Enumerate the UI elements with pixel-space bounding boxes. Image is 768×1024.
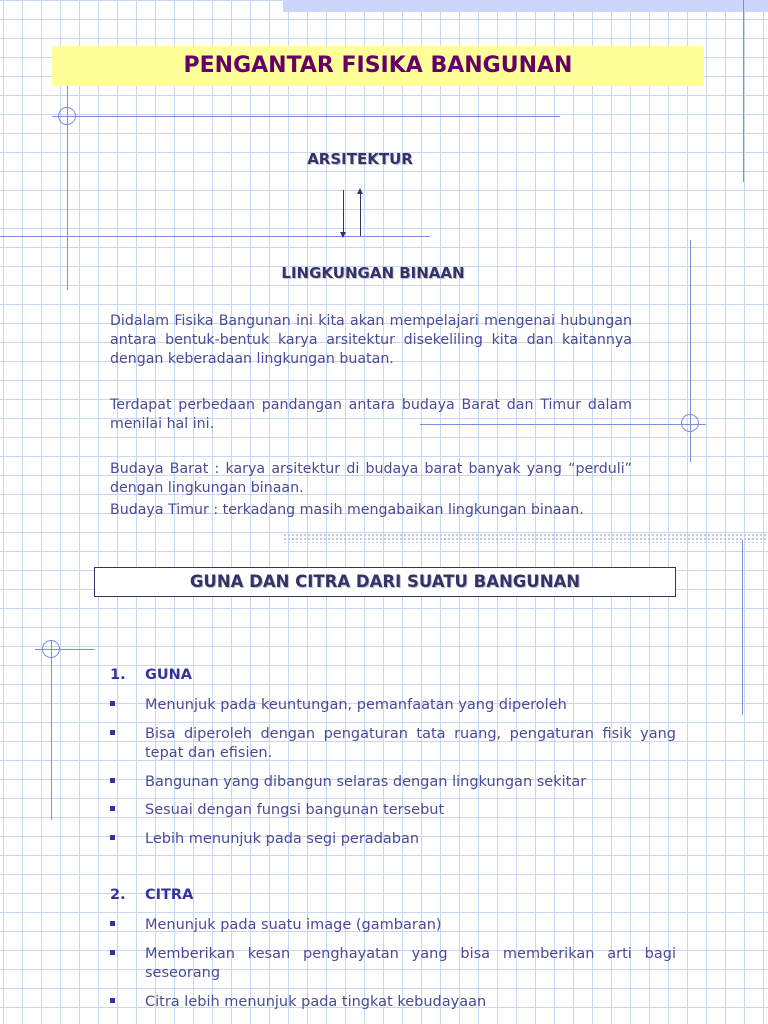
intro-paragraph: Budaya Barat : karya arsitektur di budaya barat banyak yang “perduli” dengan lingkungan binaan. [110, 461, 632, 496]
bullet-icon [110, 950, 115, 955]
list-item-text: Bisa diperoleh dengan pengaturan tata ruang, pengaturan fisik yang tepat dan efisien. [145, 726, 676, 761]
arrow-up-icon [357, 188, 363, 194]
list-item-text: Bangunan yang dibangun selaras dengan lingkungan sekitar [145, 774, 587, 790]
section-label: CITRA [145, 887, 194, 903]
bullet-icon [110, 998, 115, 1003]
list-item-text: Sesuai dengan fungsi bangunan tersebut [145, 802, 445, 818]
decor-line [742, 540, 743, 715]
list-item [110, 725, 676, 763]
list-item [110, 696, 676, 715]
page-title: PENGANTAR FISIKA BANGUNAN [183, 53, 573, 78]
decor-line [51, 640, 52, 820]
section-heading-guna [110, 667, 192, 683]
heading-arsitektur: ARSITEKTUR [307, 150, 413, 168]
heading-lingkungan: LINGKUNGAN BINAAN [281, 264, 465, 282]
section-label: GUNA [145, 667, 193, 683]
arrow-up-line [360, 194, 361, 236]
intro-paragraph: Terdapat perbedaan pandangan antara budaya Barat dan Timur dalam menilai hal ini. [110, 397, 632, 432]
list-item [110, 830, 676, 849]
list-item-text: Menunjuk pada keuntungan, pemanfaatan yang diperoleh [145, 697, 567, 713]
bullet-icon [110, 835, 115, 840]
list-item-text: Lebih menunjuk pada segi peradaban [145, 831, 420, 847]
intro-paragraph: Didalam Fisika Bangunan ini kita akan mempelajari mengenai hubungan antara bentuk-bentuk karya arsitektur disekeliling kita dan kaitannya dengan keberadaan lingkungan buatan. [110, 313, 632, 367]
arrow-down-icon [340, 232, 346, 238]
section-number: 2. [110, 887, 126, 903]
decor-line [52, 116, 560, 117]
list-item [110, 916, 676, 935]
top-decor-bar [283, 0, 768, 12]
dotted-band [283, 533, 768, 543]
decor-line [743, 0, 744, 182]
decor-circle [58, 107, 76, 125]
list-item [110, 945, 676, 983]
section-title: GUNA DAN CITRA DARI SUATU BANGUNAN [189, 572, 581, 591]
decor-line [0, 236, 430, 237]
list-item-text: Citra lebih menunjuk pada tingkat kebudayaan [145, 994, 487, 1010]
decor-line [67, 70, 68, 290]
arrow-down-line [343, 190, 344, 232]
list-item [110, 801, 676, 820]
decor-circle [42, 640, 60, 658]
section-heading-citra [110, 887, 193, 903]
list-item-text: Memberikan kesan penghayatan yang bisa memberikan arti bagi seseorang [145, 946, 676, 981]
bullet-icon [110, 921, 115, 926]
section-number: 1. [110, 667, 126, 683]
bullet-icon [110, 701, 115, 706]
bullet-icon [110, 778, 115, 783]
intro-paragraph: Budaya Timur : terkadang masih mengabaikan lingkungan binaan. [110, 502, 584, 518]
list-item [110, 993, 676, 1012]
list-item [110, 773, 676, 792]
list-item-text: Menunjuk pada suatu image (gambaran) [145, 917, 442, 933]
decor-circle [681, 414, 699, 432]
bullet-icon [110, 730, 115, 735]
clipped-paragraph-box [110, 500, 632, 530]
bullet-icon [110, 806, 115, 811]
